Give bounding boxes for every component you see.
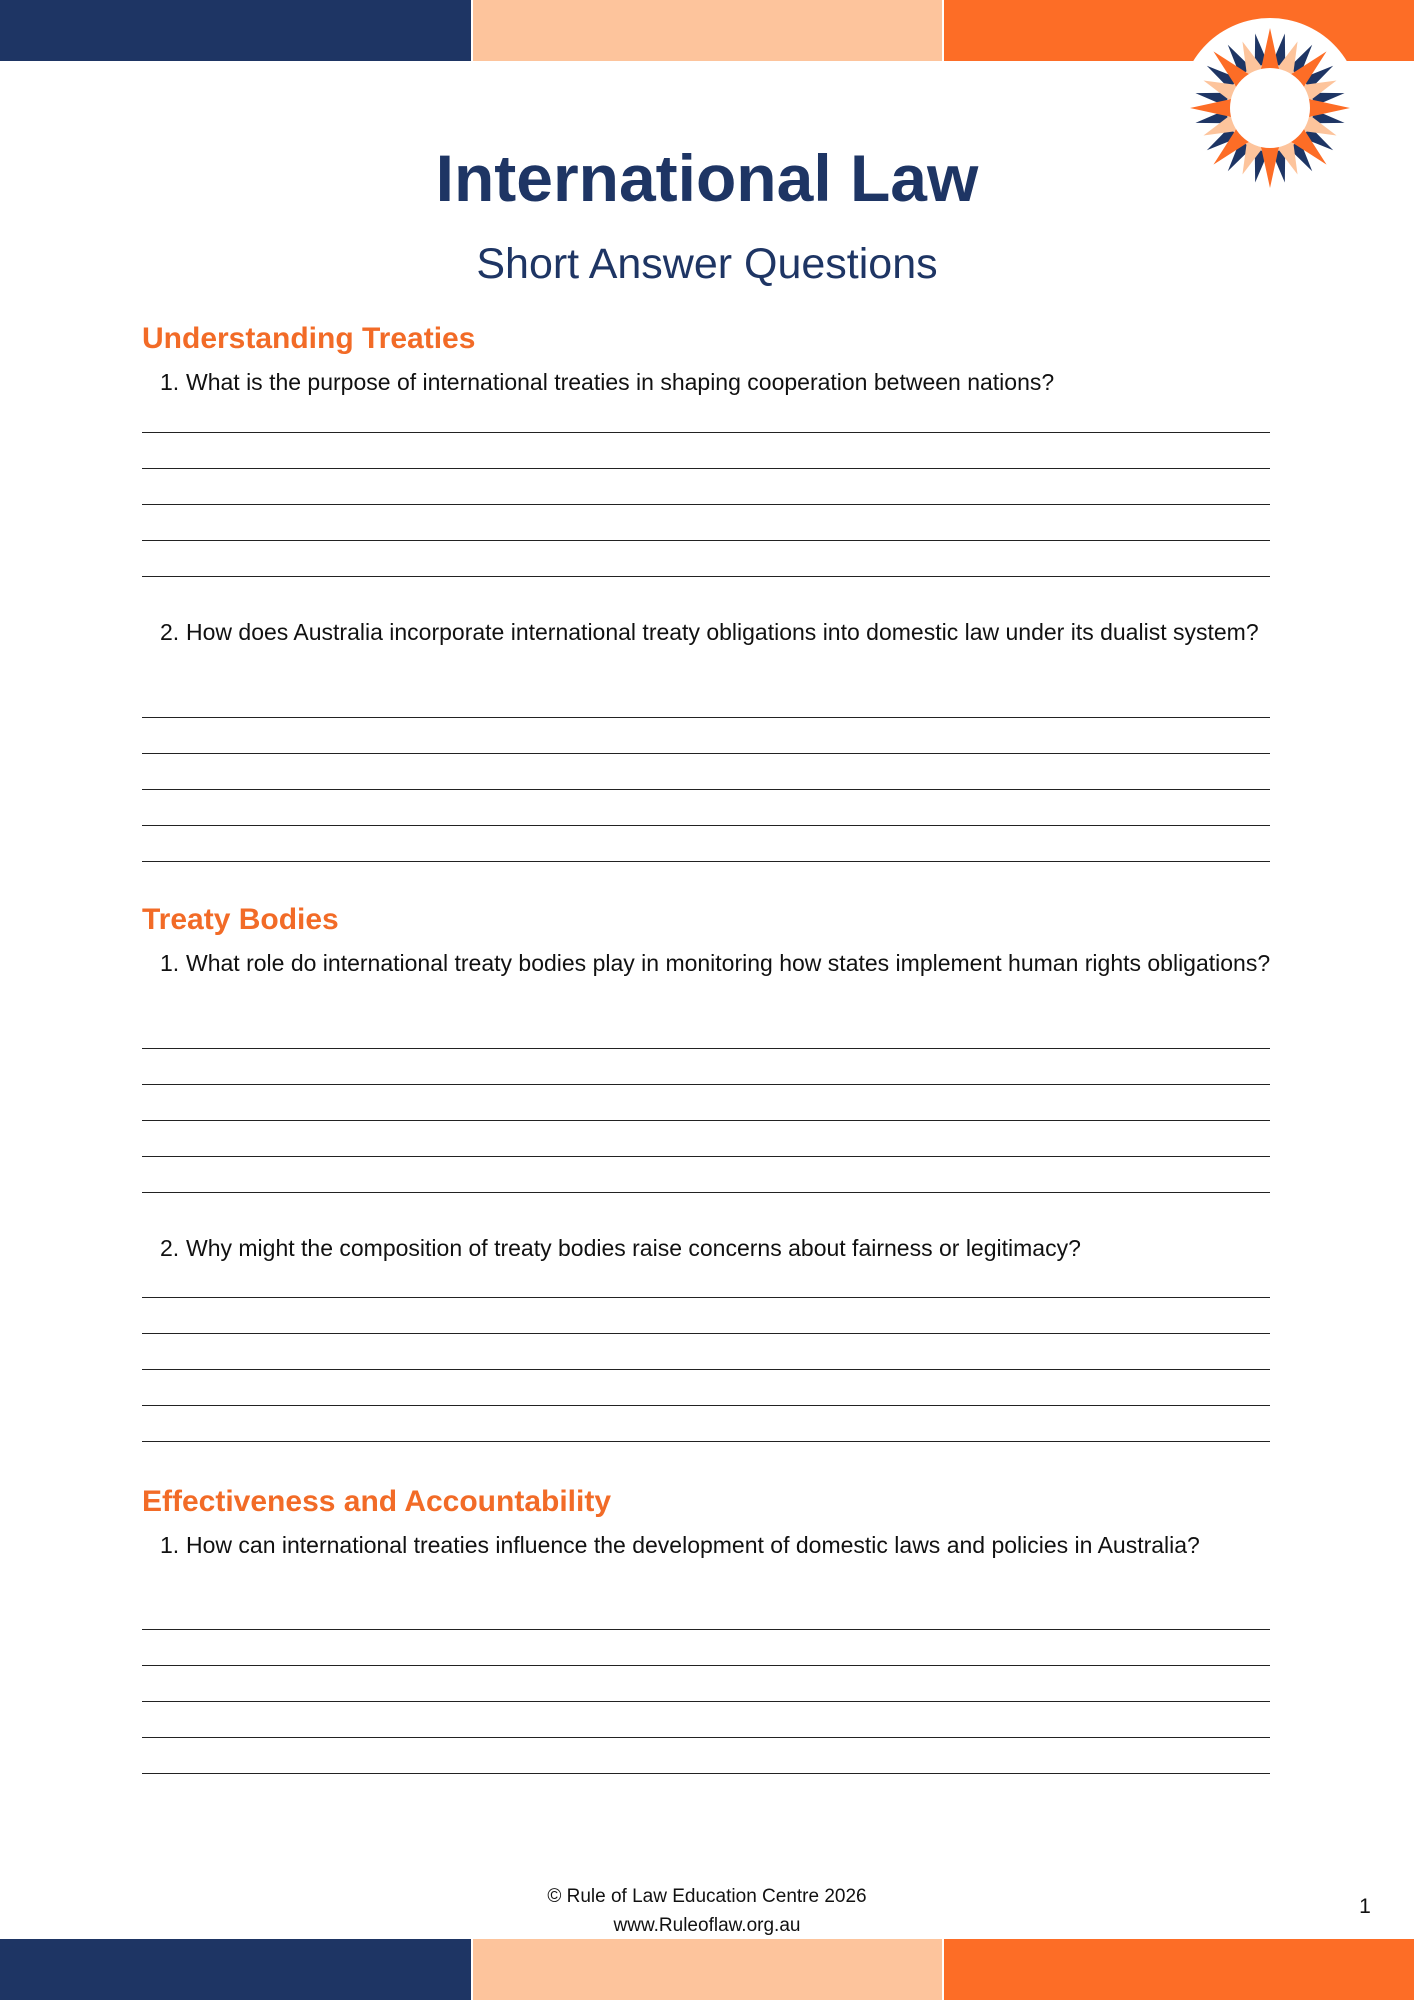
- answer-line[interactable]: [142, 1334, 1270, 1370]
- bottom-bar-orange-segment: [944, 1939, 1414, 2000]
- top-bar-navy-segment: [0, 0, 471, 61]
- answer-line[interactable]: [142, 754, 1270, 790]
- answer-line[interactable]: [142, 469, 1270, 505]
- answer-line[interactable]: [142, 541, 1270, 577]
- question-text: How can international treaties influence the development of domestic laws and policies in Australia?: [186, 1532, 1200, 1558]
- answer-lines[interactable]: [142, 397, 1270, 577]
- answer-line[interactable]: [142, 1738, 1270, 1774]
- answer-line[interactable]: [142, 1013, 1270, 1049]
- answer-line[interactable]: [142, 1594, 1270, 1630]
- page-number: 1: [1359, 1895, 1371, 1918]
- answer-line[interactable]: [142, 1406, 1270, 1442]
- section-heading-effectiveness-accountability: Effectiveness and Accountability: [142, 1485, 612, 1518]
- answer-line[interactable]: [142, 397, 1270, 433]
- page-subtitle: Short Answer Questions: [476, 240, 938, 288]
- question-text: What is the purpose of international treaties in shaping cooperation between nations?: [186, 369, 1055, 395]
- question-number: 1.: [160, 950, 180, 976]
- question-item: [160, 946, 1272, 981]
- answer-line[interactable]: [142, 718, 1270, 754]
- website-link[interactable]: www.Ruleoflaw.org.au: [613, 1915, 801, 1936]
- answer-lines[interactable]: [142, 1594, 1270, 1774]
- question-text: How does Australia incorporate international treaty obligations into domestic law under its dualist system?: [186, 619, 1259, 645]
- answer-line[interactable]: [142, 1702, 1270, 1738]
- answer-line[interactable]: [142, 826, 1270, 862]
- question-item: [160, 615, 1272, 650]
- question-number: 1.: [160, 369, 180, 395]
- question-number: 1.: [160, 1532, 180, 1558]
- answer-line[interactable]: [142, 1630, 1270, 1666]
- answer-line[interactable]: [142, 1157, 1270, 1193]
- answer-line[interactable]: [142, 790, 1270, 826]
- question-item: [160, 1528, 1272, 1563]
- answer-line[interactable]: [142, 505, 1270, 541]
- top-bar-peach-segment: [473, 0, 942, 61]
- question-item: [160, 1231, 1272, 1266]
- answer-lines[interactable]: [142, 1013, 1270, 1193]
- question-text: What role do international treaty bodies play in monitoring how states implement human rights obligations?: [186, 950, 1271, 976]
- page-title: International Law: [435, 141, 979, 215]
- answer-lines[interactable]: [142, 682, 1270, 862]
- question-number: 2.: [160, 619, 180, 645]
- answer-line[interactable]: [142, 1121, 1270, 1157]
- copyright-text: © Rule of Law Education Centre 2026: [547, 1886, 867, 1907]
- answer-line[interactable]: [142, 1370, 1270, 1406]
- answer-line[interactable]: [142, 1085, 1270, 1121]
- question-number: 2.: [160, 1235, 180, 1261]
- answer-lines[interactable]: [142, 1262, 1270, 1442]
- answer-line[interactable]: [142, 1049, 1270, 1085]
- answer-line[interactable]: [142, 1298, 1270, 1334]
- bottom-bar-peach-segment: [473, 1939, 942, 2000]
- answer-line[interactable]: [142, 1666, 1270, 1702]
- bottom-bar-navy-segment: [0, 1939, 471, 2000]
- bottom-color-bar: [0, 1939, 1414, 2000]
- answer-line[interactable]: [142, 1262, 1270, 1298]
- footer: [0, 1882, 1414, 1940]
- question-item: [160, 365, 1272, 400]
- question-text: Why might the composition of treaty bodies raise concerns about fairness or legitimacy?: [186, 1235, 1081, 1261]
- answer-line[interactable]: [142, 682, 1270, 718]
- section-heading-understanding-treaties: Understanding Treaties: [142, 322, 476, 355]
- answer-line[interactable]: [142, 433, 1270, 469]
- section-heading-treaty-bodies: Treaty Bodies: [142, 903, 339, 936]
